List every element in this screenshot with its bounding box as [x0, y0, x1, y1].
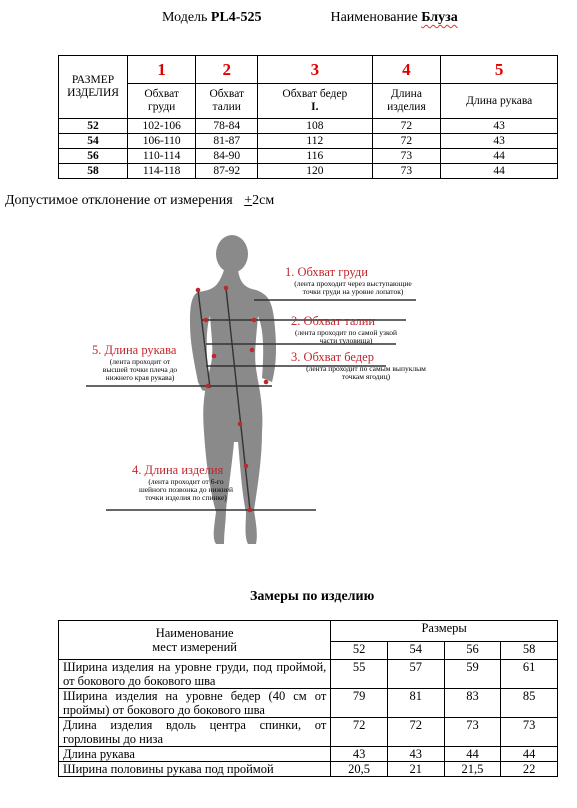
tolerance-note: Допустимое отклонение от измерения +2см: [5, 193, 275, 208]
label-sleeve: 5. Длина рукава (лента проходит от высшей точки плеча до нижнего края рукава): [92, 343, 178, 382]
size-header: 58: [501, 642, 558, 660]
name-label: Наименование: [330, 10, 418, 25]
label-waist: 2. Обхват талии (лента проходит по самой узкой части туловища): [291, 314, 397, 345]
column-number: 1: [128, 56, 196, 84]
column-header: Обхват талии: [196, 84, 258, 119]
label-length: 4. Длина изделия (лента проходит от 6-го шейного позвонка до нижней точки изделия по спинке): [132, 463, 234, 502]
measures-table: [58, 620, 558, 777]
table-row: Длина изделия вдоль центра спинки, от горловины до низа 72 72 73 73: [59, 718, 558, 747]
table-row: Ширина изделия на уровне груди, под проймой, от бокового до бокового шва 55 57 59 61: [59, 660, 558, 689]
table-row: 56 110-114 84-90 116 73 44: [59, 149, 558, 164]
model-value: PL4-525: [210, 10, 262, 25]
column-header: Длина рукава: [441, 84, 558, 119]
label-chest: 1. Обхват груди (лента проходит через выступающие точки груди на уровне лопаток): [285, 265, 412, 296]
column-header: Обхват груди: [128, 84, 196, 119]
column-number: 5: [441, 56, 558, 84]
measures-title: Замеры по изделию: [250, 589, 375, 604]
size-header: 52: [331, 642, 388, 660]
table-row: 52 102-106 78-84 108 72 43: [59, 119, 558, 134]
label-hips: 3. Обхват бедер (лента проходит по самым выпуклым точкам ягодиц): [291, 350, 426, 381]
size-row-header: РАЗМЕР ИЗДЕЛИЯ: [59, 56, 128, 119]
table-row: Длина рукава 43 43 44 44: [59, 747, 558, 762]
column-header: Длина изделия: [372, 84, 441, 119]
size-header: 56: [444, 642, 501, 660]
plus-minus-sign: +: [244, 193, 253, 208]
table-row: Ширина половины рукава под проймой 20,5 21 21,5 22: [59, 762, 558, 777]
table-row: 54 106-110 81-87 112 72 43: [59, 134, 558, 149]
model-label: Модель: [162, 10, 208, 25]
table-row: Ширина изделия на уровне бедер (40 см от проймы) от бокового до бокового шва 79 81 83 85: [59, 689, 558, 718]
measures-header-left: Наименование мест измерений: [59, 621, 331, 660]
table-row: 58 114-118 87-92 120 73 44: [59, 164, 558, 179]
column-number: 2: [196, 56, 258, 84]
size-table: [58, 55, 558, 179]
measures-header-sizes: Размеры: [331, 621, 558, 642]
document-header: [162, 10, 458, 26]
column-number: 3: [258, 56, 372, 84]
column-header: Обхват бедер I.: [258, 84, 372, 119]
name-value: Блуза: [421, 10, 458, 25]
column-number: 4: [372, 56, 441, 84]
size-header: 54: [387, 642, 444, 660]
